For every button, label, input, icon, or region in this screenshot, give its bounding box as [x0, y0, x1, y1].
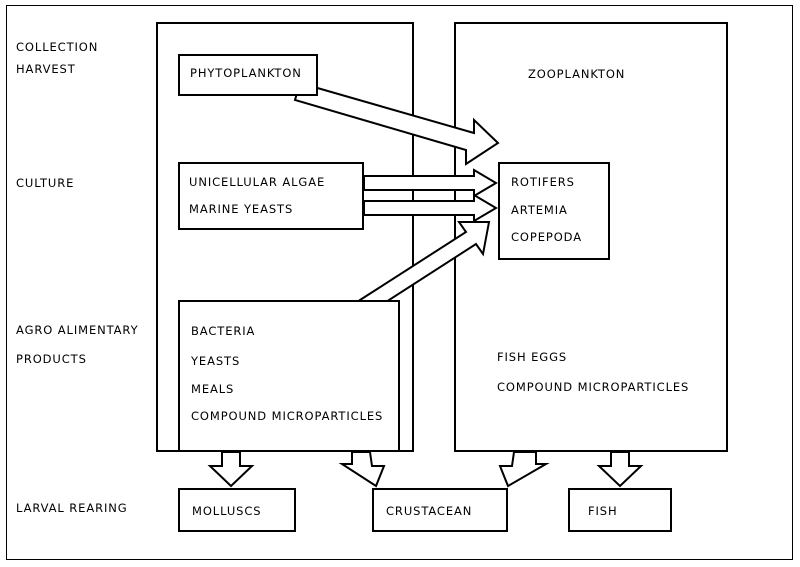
arrow-yeasts-to-zooplankton [364, 195, 496, 221]
row-label-collection: COLLECTION [16, 40, 99, 54]
box-marine-yeasts-label: MARINE YEASTS [189, 202, 294, 216]
label-zooplankton: ZOOPLANKTON [528, 67, 626, 81]
box-algae-yeasts[interactable] [178, 162, 364, 230]
box-yeasts-label: YEASTS [191, 354, 241, 368]
box-meals-label: MEALS [191, 382, 235, 396]
row-label-culture: CULTURE [16, 176, 75, 190]
arrow-phytoplankton-to-zooplankton [295, 83, 498, 164]
box-rotifers-label: ROTIFERS [511, 175, 575, 189]
label-fish-eggs: FISH EGGS [497, 350, 568, 364]
box-unicellular-algae-label: UNICELLULAR ALGAE [189, 175, 326, 189]
box-bacteria-label: BACTERIA [191, 324, 256, 338]
box-crustacean-label: CRUSTACEAN [386, 504, 473, 518]
box-artemia-label: ARTEMIA [511, 203, 568, 217]
arrow-to-crustacean-left [342, 452, 384, 486]
box-agro-products[interactable] [178, 300, 400, 452]
row-label-products: PRODUCTS [16, 352, 87, 366]
arrow-agro-to-zooplankton [360, 222, 489, 311]
box-fish[interactable] [568, 488, 672, 532]
label-compound-microparticles: COMPOUND MICROPARTICLES [497, 380, 690, 394]
row-label-harvest: HARVEST [16, 62, 76, 76]
arrow-algae-to-zooplankton [364, 170, 496, 196]
box-fish-label: FISH [588, 504, 618, 518]
arrow-to-molluscs [210, 452, 252, 486]
box-copepoda-label: COPEPODA [511, 230, 582, 244]
box-phytoplankton-label: PHYTOPLANKTON [190, 66, 302, 80]
row-label-agro-alimentary: AGRO ALIMENTARY [16, 323, 139, 337]
box-molluscs-label: MOLLUSCS [192, 504, 262, 518]
arrow-to-crustacean-right [500, 452, 546, 486]
row-label-larval-rearing: LARVAL REARING [16, 501, 128, 515]
box-compound-microparticles-label: COMPOUND MICROPARTICLES [191, 409, 384, 423]
arrow-to-fish [599, 452, 641, 486]
